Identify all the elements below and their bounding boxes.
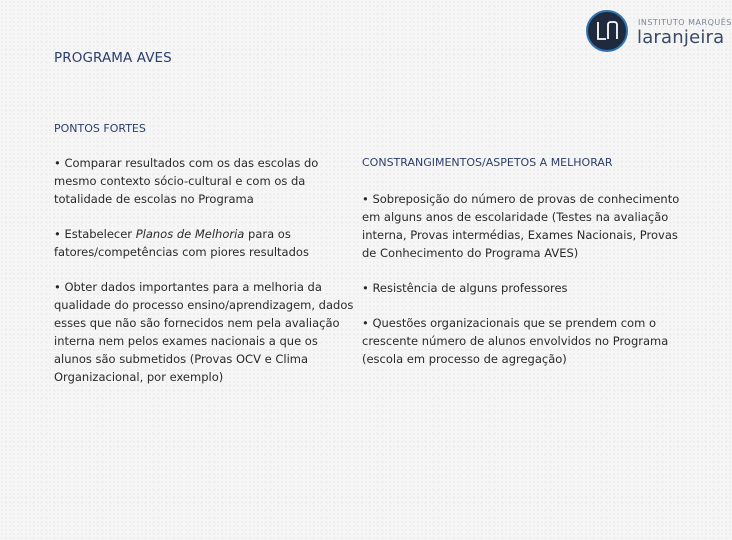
strength-point-2-emphasis: Planos de Melhoria — [135, 227, 245, 241]
section-heading-strengths: PONTOS FORTES — [54, 122, 146, 135]
strengths-column — [54, 154, 354, 386]
logo-wordmark: laranjeira — [637, 27, 725, 48]
constraint-point-3: • Questões organizacionais que se prendem com o crescente número de alunos envolvidos no Programa (escola em processo de agregação) — [362, 316, 669, 366]
strength-point-1: • Comparar resultados com os das escolas do mesmo contexto sócio-cultural e com os da totalidade de escolas no Programa — [54, 156, 319, 206]
constraint-point-2: • Resistência de alguns professores — [362, 281, 568, 295]
strength-point-3: • Obter dados importantes para a melhoria da qualidade do processo ensino/aprendizagem, dados esses que não são fornecidos nem pela avaliação interna nem pelos exames nacionais a que os alunos são submetidos (Provas OCV e Clima Organizacional, por exemplo) — [54, 280, 354, 384]
logo-monogram-icon — [588, 12, 626, 50]
constraint-point-1: • Sobreposição do número de provas de conhecimento em alguns anos de escolaridade (Testes na avaliação interna, Provas intermédias, Exames Nacionais, Provas de Conhecimento do Programa AVES) — [362, 192, 680, 260]
slide-title: PROGRAMA AVES — [54, 50, 172, 66]
strength-point-2 — [54, 225, 354, 261]
logo-small-text: INSTITUTO MARQUÊS — [638, 18, 732, 27]
strength-point-2-end: para os fatores/competências com piores resultados — [54, 227, 309, 259]
institution-logo — [584, 8, 732, 56]
logo-monogram-circle — [586, 10, 628, 52]
strength-point-2-start: • Estabelecer — [54, 227, 136, 241]
constraints-heading: CONSTRANGIMENTOS/ASPETOS A MELHORAR — [362, 156, 613, 169]
constraints-column — [362, 154, 680, 368]
